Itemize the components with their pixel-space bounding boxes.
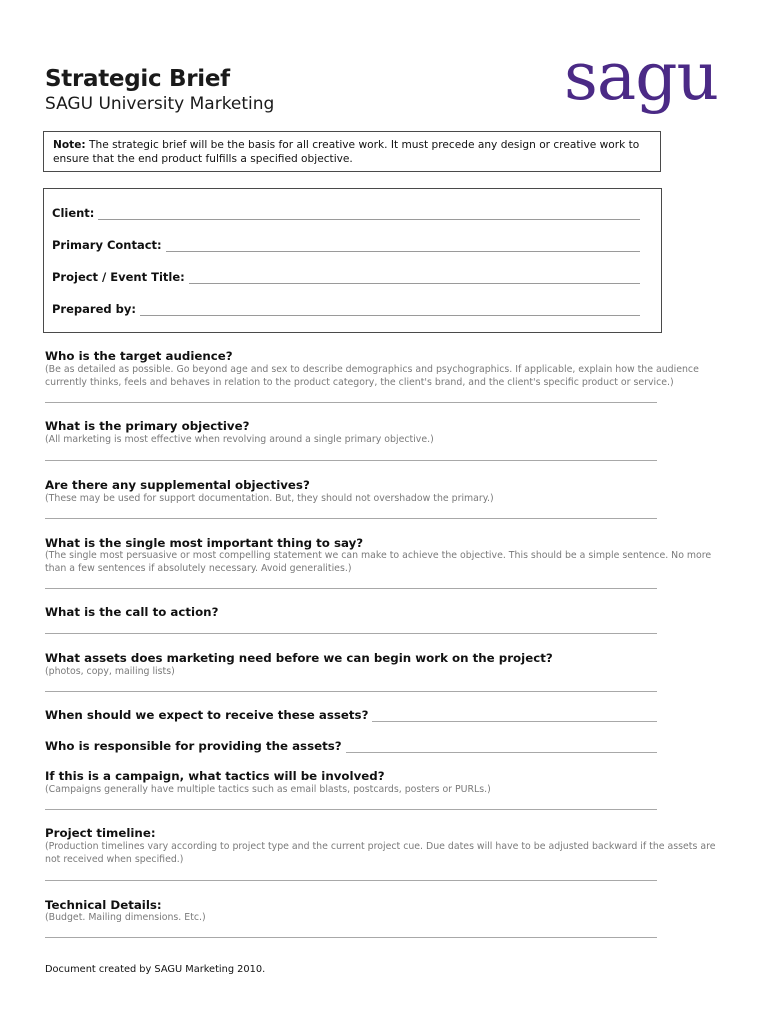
receive-assets-question: When should we expect to receive these assets? — [45, 708, 369, 722]
timeline-question: Project timeline: — [45, 826, 156, 840]
campaign-question: If this is a campaign, what tactics will be involved? — [45, 769, 385, 783]
prepared-by-label: Prepared by: — [52, 302, 136, 316]
audience-answer-line[interactable] — [45, 402, 657, 403]
primary-contact-input-line[interactable] — [166, 240, 640, 252]
primary-objective-question: What is the primary objective? — [45, 419, 250, 433]
responsible-question: Who is responsible for providing the assets? — [45, 739, 342, 753]
client-label: Client: — [52, 206, 95, 220]
audience-hint: (Be as detailed as possible. Go beyond age and sex to describe demographics and psychographics. If applicable, explain how the audience currently thinks, feels and behaves in relation to the product category, the client's brand, and the client's specific product or service.) — [45, 364, 699, 388]
assets-answer-line[interactable] — [45, 691, 657, 692]
timeline-answer-line[interactable] — [45, 880, 657, 881]
supplemental-hint: (These may be used for support documentation. But, they should not overshadow the primary.) — [45, 493, 494, 504]
note-label: Note: — [53, 139, 86, 151]
prepared-by-input-line[interactable] — [140, 304, 640, 316]
footer-text: Document created by SAGU Marketing 2010. — [45, 964, 266, 975]
technical-hint: (Budget. Mailing dimensions. Etc.) — [45, 912, 206, 923]
project-title-input-line[interactable] — [189, 272, 640, 284]
technical-answer-line[interactable] — [45, 937, 657, 938]
prepared-by-field — [52, 302, 640, 316]
campaign-hint: (Campaigns generally have multiple tactics such as email blasts, postcards, posters or PURLs.) — [45, 784, 491, 795]
primary-objective-answer-line[interactable] — [45, 460, 657, 461]
important-thing-answer-line[interactable] — [45, 588, 657, 589]
client-field — [52, 206, 640, 220]
client-info-box — [43, 188, 662, 333]
page-subtitle: SAGU University Marketing — [45, 94, 275, 114]
call-to-action-question: What is the call to action? — [45, 605, 219, 619]
receive-assets-answer-line[interactable] — [372, 711, 657, 722]
important-thing-question: What is the single most important thing to say? — [45, 536, 364, 550]
receive-assets-row — [45, 708, 657, 722]
timeline-hint: (Production timelines vary according to project type and the current project cue. Due dates will have to be adjusted backward if the assets are not received when specified.) — [45, 841, 716, 865]
important-thing-hint: (The single most persuasive or most compelling statement we can make to achieve the objective. This should be a simple sentence. No more than a few sentences if absolutely necessary. Avoid generalities.) — [45, 550, 712, 574]
responsible-answer-line[interactable] — [346, 742, 657, 753]
note-text: The strategic brief will be the basis for all creative work. It must precede any design or creative work to ensure that the end product fulfills a specified objective. — [53, 139, 640, 165]
sagu-logo: sagu — [564, 38, 718, 115]
note-box — [43, 131, 661, 172]
technical-question: Technical Details: — [45, 898, 162, 912]
primary-objective-hint: (All marketing is most effective when revolving around a single primary objective.) — [45, 434, 434, 445]
supplemental-question: Are there any supplemental objectives? — [45, 478, 310, 492]
project-title-field — [52, 270, 640, 284]
client-input-line[interactable] — [98, 208, 640, 220]
primary-contact-field — [52, 238, 640, 252]
assets-hint: (photos, copy, mailing lists) — [45, 666, 175, 677]
campaign-answer-line[interactable] — [45, 809, 657, 810]
supplemental-answer-line[interactable] — [45, 518, 657, 519]
responsible-row — [45, 739, 657, 753]
audience-question: Who is the target audience? — [45, 349, 233, 363]
call-to-action-answer-line[interactable] — [45, 633, 657, 634]
primary-contact-label: Primary Contact: — [52, 238, 162, 252]
assets-question: What assets does marketing need before we can begin work on the project? — [45, 651, 553, 665]
page-title: Strategic Brief — [45, 66, 230, 92]
project-title-label: Project / Event Title: — [52, 270, 185, 284]
